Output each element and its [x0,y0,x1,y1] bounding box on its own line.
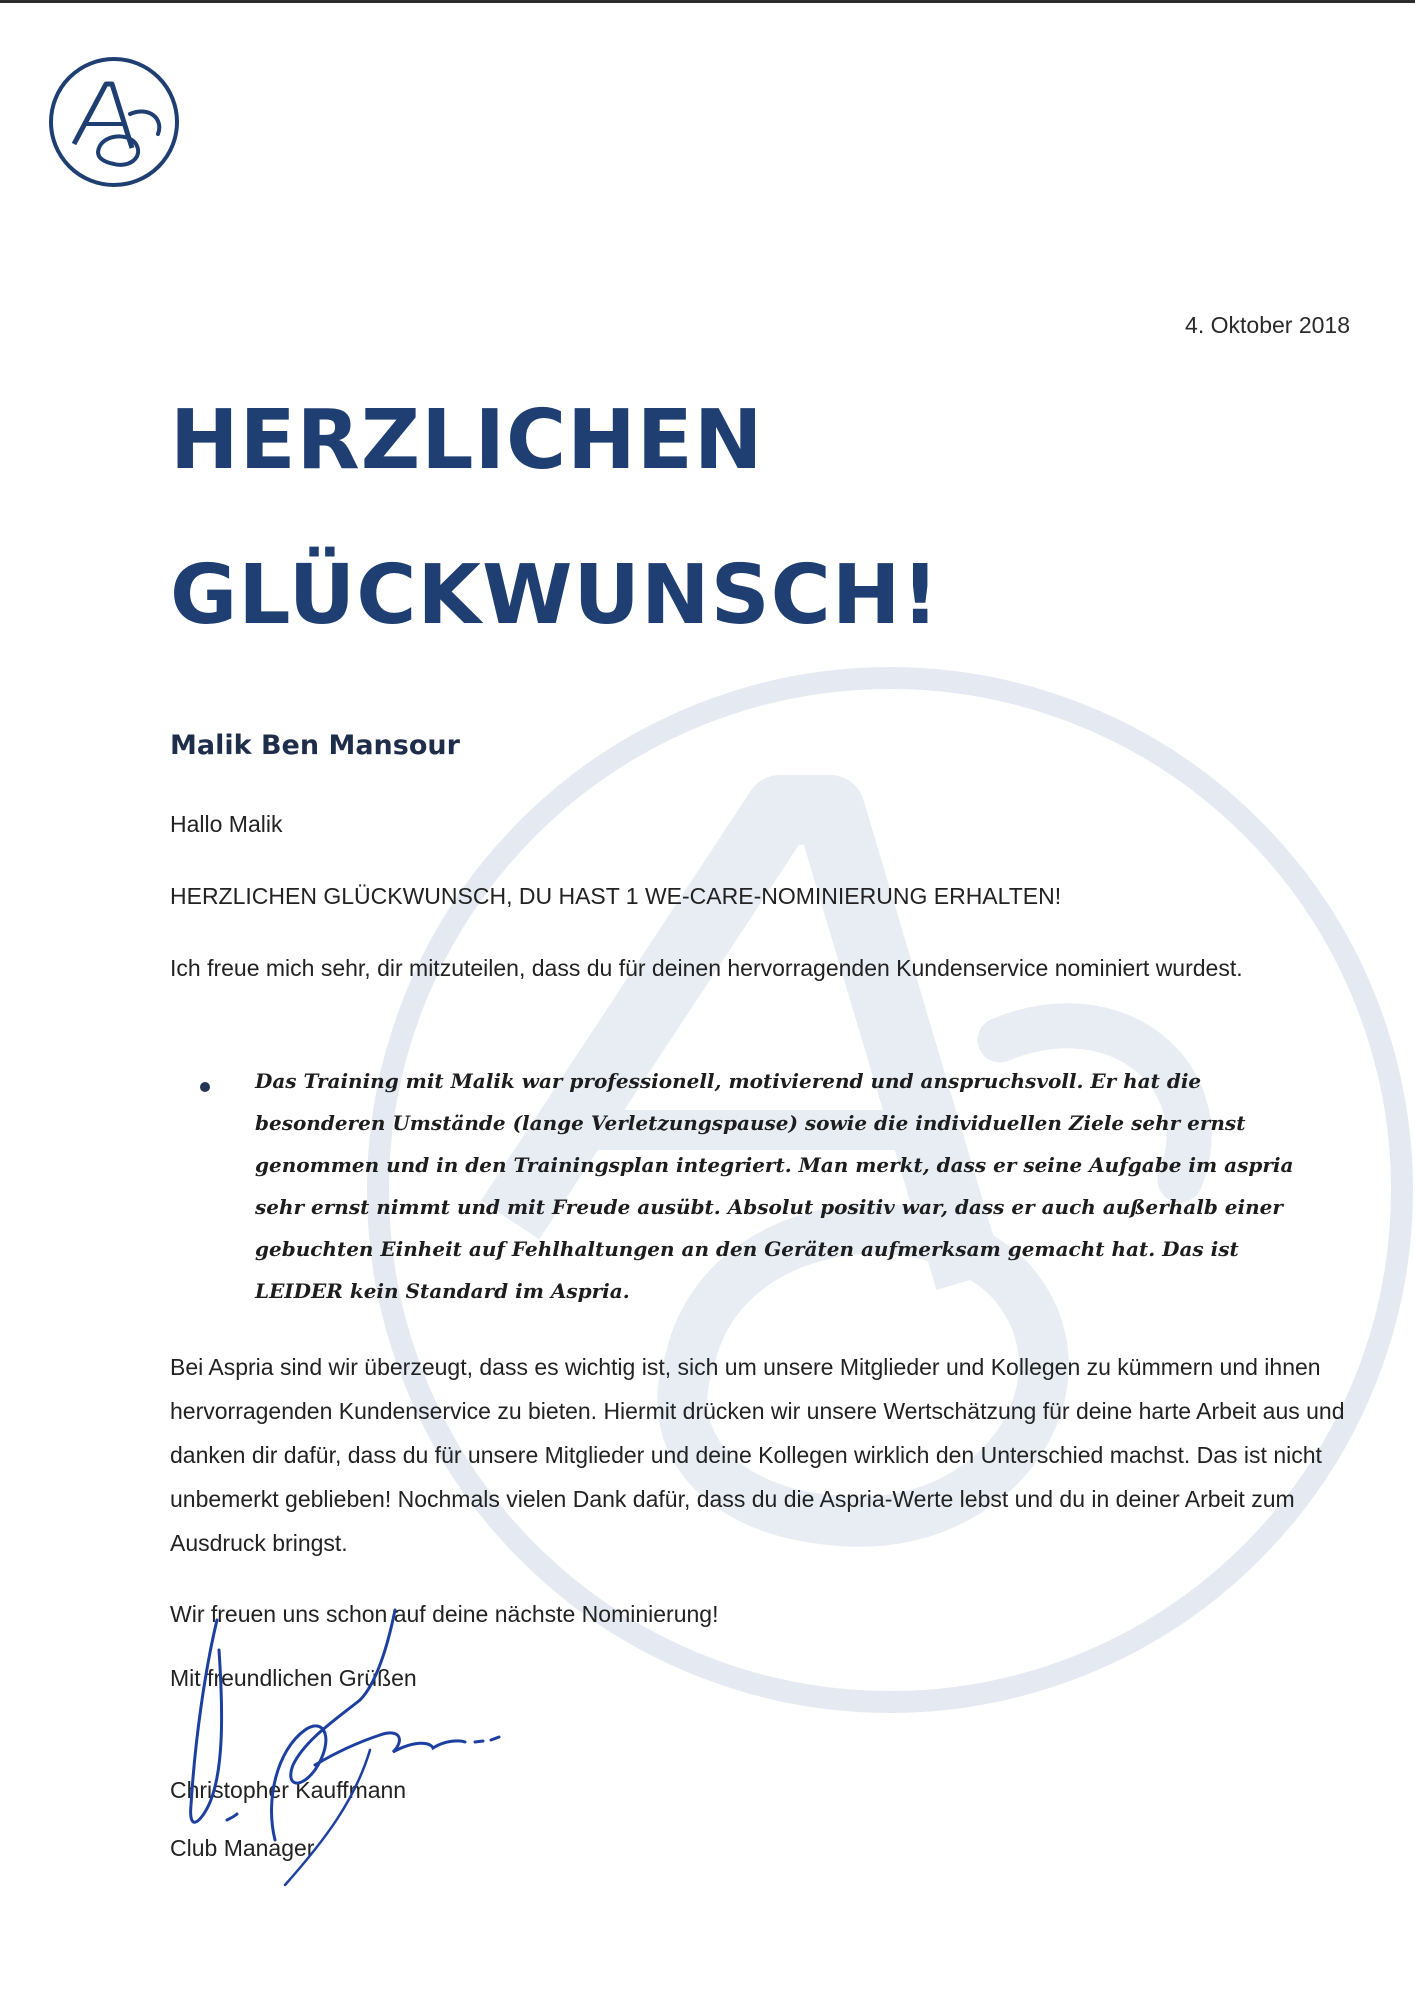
signer-name: Christopher Kauffmann [170,1777,407,1803]
scan-top-edge [0,0,1415,3]
letter-date: 4. Oktober 2018 [1185,312,1350,338]
regards: Mit freundlichen Grüßen [170,1665,417,1691]
bullet-icon [200,1082,210,1092]
aspria-ao-monogram-icon [44,52,184,192]
quote-text: Das Training mit Malik war professionell, motivierend und anspruchsvoll. Er hat die besonderen Umstände (lange Verletzungspause) sowie die individuellen Ziele sehr ernst genommen und in den Trainingsplan integriert. Man merkt, dass er seine Aufgabe im aspria sehr ernst nimmt und mit Freude ausübt. Absolut positiv war, dass er auch außerhalb einer gebuchten Einheit auf Fehlhaltungen an den Geräten aufmerksam gemacht hat. Das ist LEIDER kein Standard im Aspria. [255,1069,1294,1303]
intro-paragraph: Ich freue mich sehr, dir mitzuteilen, dass du für deinen hervorragenden Kundenservice nominiert wurdest. [170,955,1243,981]
announcement: HERZLICHEN GLÜCKWUNSCH, DU HAST 1 WE-CARE-NOMINIERUNG ERHALTEN! [170,883,1062,909]
headline-line-2: GLÜCKWUNSCH! [170,548,940,643]
closing-line: Wir freuen uns schon auf deine nächste Nominierung! [170,1601,719,1627]
recipient-name: Malik Ben Mansour [170,730,460,761]
handwritten-signature [165,1590,525,1890]
body-paragraph: Bei Aspria sind wir überzeugt, dass es wichtig ist, sich um unsere Mitglieder und Kollegen zu kümmern und ihnen hervorragenden Kundenservice zu bieten. Hiermit drücken wir unsere Wertschätzung für deine harte Arbeit aus und danken dir dafür, dass du für unsere Mitglieder und deine Kollegen wirklich den Unterschied machst. Das ist nicht unbemerkt geblieben! Nochmals vielen Dank dafür, dass du die Aspria-Werte lebst und du in deiner Arbeit zum Ausdruck bringst. [170,1354,1345,1556]
greeting: Hallo Malik [170,811,283,837]
signer-title: Club Manager [170,1835,315,1861]
headline-line-1: HERZLICHEN [170,393,764,488]
